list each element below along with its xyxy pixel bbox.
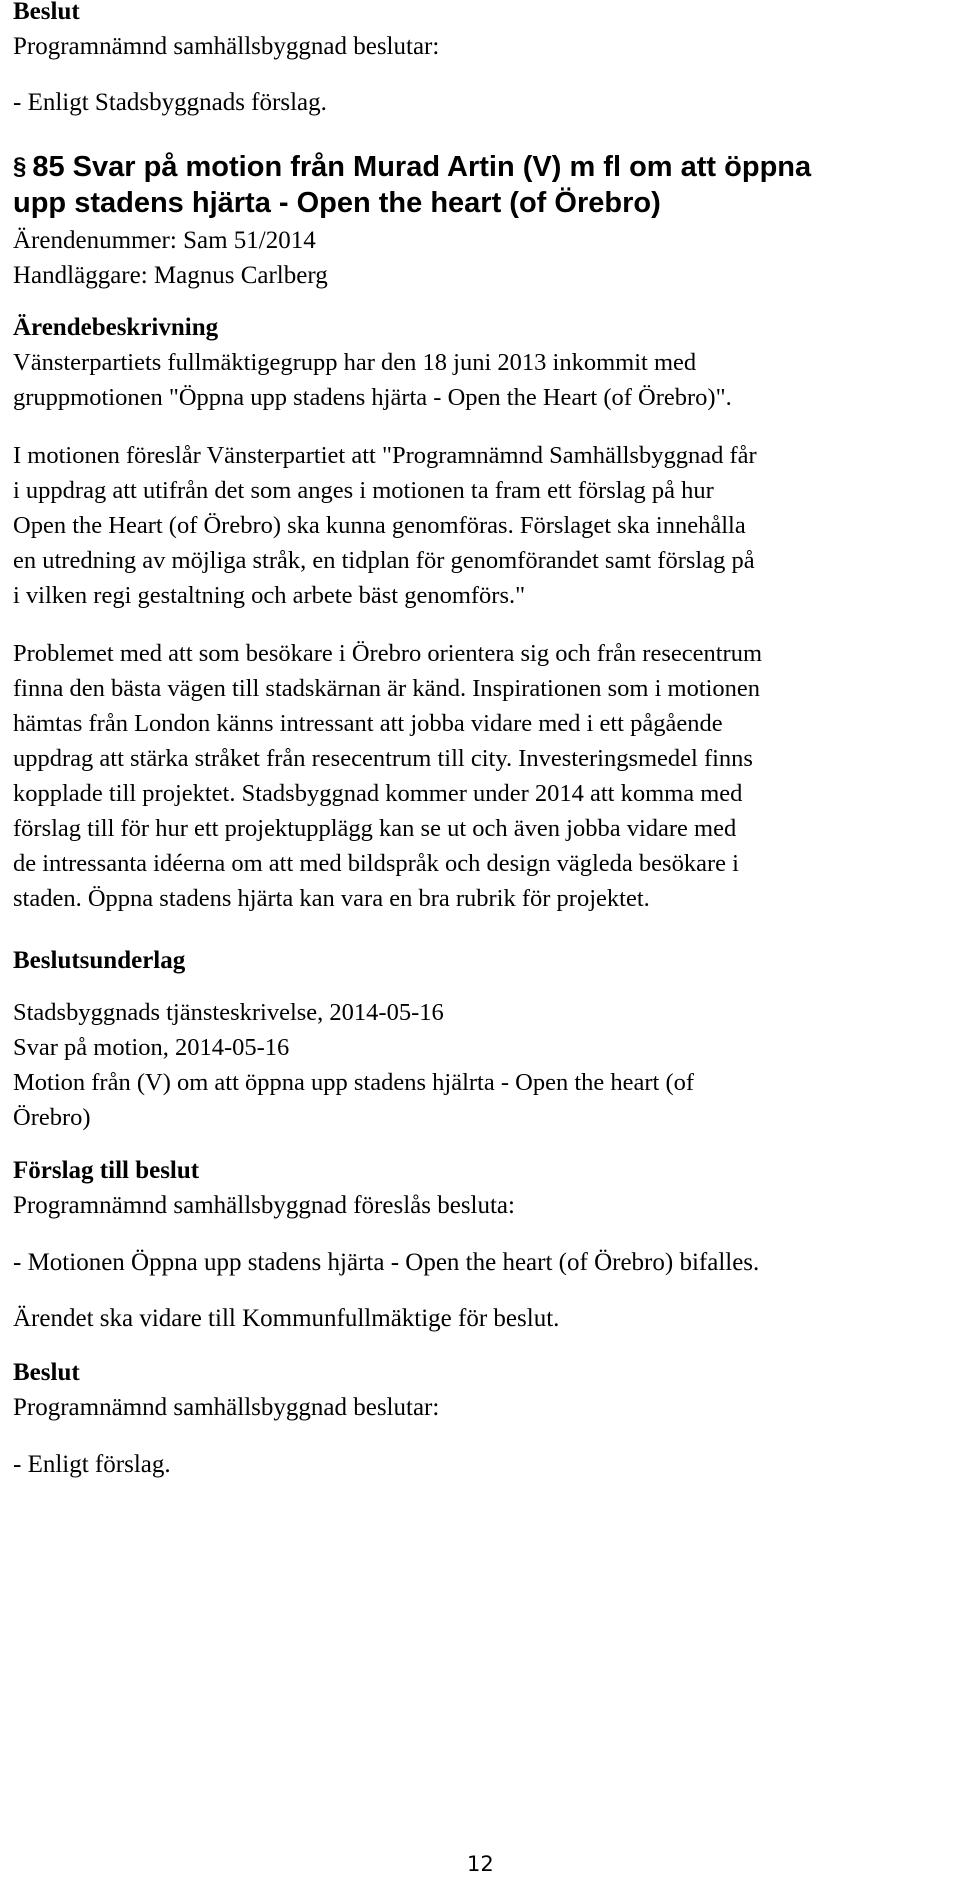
section-heading-description: Ärendebeskrivning xyxy=(13,314,219,341)
text-line: kopplade till projektet. Stadsbyggnad kommer under 2014 att komma med xyxy=(13,780,743,807)
page-number: 12 xyxy=(467,1852,494,1876)
proposal-intro: Programnämnd samhällsbyggnad föreslås besluta: xyxy=(13,1192,515,1219)
paragraph-mark-icon: § xyxy=(13,153,27,180)
document-page xyxy=(13,0,953,1482)
text-line: uppdrag att stärka stråket från resecentrum till city. Investeringsmedel finns xyxy=(13,745,753,772)
description-paragraph-1 xyxy=(13,345,953,415)
underlag-item: Örebro) xyxy=(13,1104,91,1131)
underlag-item: Svar på motion, 2014-05-16 xyxy=(13,1034,290,1061)
section-heading-underlag: Beslutsunderlag xyxy=(13,947,186,974)
item-title-text-1: 85 Svar på motion från Murad Artin (V) m fl om att öppna xyxy=(32,151,812,183)
item-title-line-2: upp stadens hjärta - Open the heart (of Örebro) xyxy=(13,187,661,219)
text-line: I motionen föreslår Vänsterpartiet att "Programnämnd Samhällsbyggnad får xyxy=(13,442,757,469)
text-line: i uppdrag att utifrån det som anges i motionen ta fram ett förslag på hur xyxy=(13,477,714,504)
text-line: förslag till för hur ett projektupplägg kan se ut och även jobba vidare med xyxy=(13,815,737,842)
case-number: Ärendenummer: Sam 51/2014 xyxy=(13,227,316,254)
section-heading-proposal: Förslag till beslut xyxy=(13,1157,200,1184)
underlag-item: Stadsbyggnads tjänsteskrivelse, 2014-05-16 xyxy=(13,999,444,1026)
decision-intro-top: Programnämnd samhällsbyggnad beslutar: xyxy=(13,33,440,60)
section-heading-beslut-top: Beslut xyxy=(13,0,80,25)
text-line: hämtas från London känns intressant att jobba vidare med i ett pågående xyxy=(13,710,723,737)
text-line: Open the Heart (of Örebro) ska kunna genomföras. Förslaget ska innehålla xyxy=(13,512,746,539)
text-line: finna den bästa vägen till stadskärnan är känd. Inspirationen som i motionen xyxy=(13,675,761,702)
item-title-line-1 xyxy=(13,149,953,185)
decision-text: - Enligt förslag. xyxy=(13,1451,171,1478)
proposal-text: - Motionen Öppna upp stadens hjärta - Open the heart (of Örebro) bifalles. xyxy=(13,1249,760,1276)
text-line: i vilken regi gestaltning och arbete bäst genomförs." xyxy=(13,582,526,609)
text-line: Problemet med att som besökare i Örebro orientera sig och från resecentrum xyxy=(13,640,763,667)
text-line: staden. Öppna stadens hjärta kan vara en bra rubrik för projektet. xyxy=(13,885,650,912)
description-paragraph-2 xyxy=(13,438,953,613)
text-line: en utredning av möjliga stråk, en tidplan för genomförandet samt förslag på xyxy=(13,547,755,574)
underlag-list xyxy=(13,995,953,1135)
text-line: Vänsterpartiets fullmäktigegrupp har den 18 juni 2013 inkommit med xyxy=(13,349,697,376)
proposal-forwarding: Ärendet ska vidare till Kommunfullmäktige för beslut. xyxy=(13,1305,560,1332)
item-title xyxy=(13,149,953,221)
description-paragraph-3 xyxy=(13,636,953,916)
decision-text-top: - Enligt Stadsbyggnads förslag. xyxy=(13,89,327,116)
text-line: de intressanta idéerna om att med bildspråk och design vägleda besökare i xyxy=(13,850,739,877)
text-line: gruppmotionen "Öppna upp stadens hjärta - Open the Heart (of Örebro)". xyxy=(13,384,732,411)
case-handler: Handläggare: Magnus Carlberg xyxy=(13,262,328,289)
section-heading-beslut: Beslut xyxy=(13,1359,80,1386)
decision-intro: Programnämnd samhällsbyggnad beslutar: xyxy=(13,1394,440,1421)
underlag-item: Motion från (V) om att öppna upp stadens hjälrta - Open the heart (of xyxy=(13,1069,695,1096)
